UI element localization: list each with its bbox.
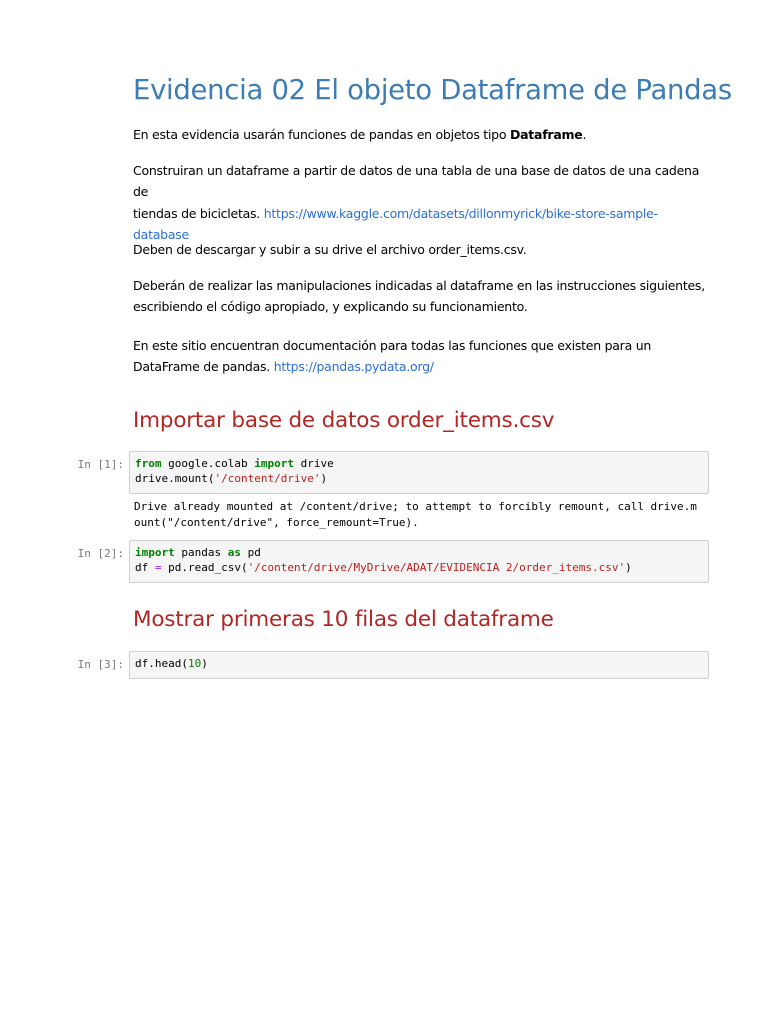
read-csv-close-paren: ): [625, 561, 632, 574]
module-name: google.colab: [161, 457, 255, 470]
pandas-docs-link[interactable]: https://pandas.pydata.org/: [273, 359, 434, 374]
cell-3-prompt: In [3]:: [77, 658, 124, 671]
read-csv-call: pd.read_csv(: [161, 561, 248, 574]
intro-paragraph-1: [133, 124, 713, 145]
dataframe-bold: Dataframe: [510, 127, 583, 142]
assign-operator: =: [154, 561, 162, 574]
section-heading-head: Mostrar primeras 10 filas del dataframe: [133, 607, 554, 632]
p2-line-2: tiendas de bicicletas.: [133, 206, 264, 221]
keyword-from: from: [135, 457, 162, 470]
p5-line-1: En este sitio encuentran documentación para todas las funciones que existen para un: [133, 338, 652, 353]
section-heading-import: Importar base de datos order_items.csv: [133, 408, 555, 433]
keyword-import: import: [254, 457, 294, 470]
kaggle-link[interactable]: https://www.kaggle.com/datasets/dillonmyrick/bike-store-sample-: [263, 206, 658, 221]
kaggle-link-continued[interactable]: database: [133, 227, 189, 242]
intro-text: En esta evidencia usarán funciones de pandas en objetos tipo: [133, 127, 510, 142]
output-line-2: ount("/content/drive", force_remount=True).: [134, 516, 419, 529]
keyword-import: import: [135, 546, 175, 559]
intro-paragraph-2: [133, 160, 713, 245]
intro-period: .: [582, 127, 587, 142]
cell-1-prompt: In [1]:: [77, 458, 124, 471]
code-cell-2[interactable]: [129, 540, 709, 583]
intro-paragraph-5: [133, 335, 713, 377]
module-name: pandas: [174, 546, 228, 559]
keyword-as: as: [227, 546, 241, 559]
output-line-1: Drive already mounted at /content/drive; to attempt to forcibly remount, call drive.m: [134, 500, 697, 513]
head-count-number: 10: [187, 657, 202, 670]
df-variable: df: [135, 561, 155, 574]
page-title: Evidencia 02 El objeto Dataframe de Pandas: [133, 74, 732, 106]
p4-line-2: escribiendo el código apropiado, y explicando su funcionamiento.: [133, 299, 528, 314]
csv-path-string: '/content/drive/MyDrive/ADAT/EVIDENCIA 2/order_items.csv': [247, 561, 626, 574]
cell-2-prompt: In [2]:: [77, 547, 124, 560]
cell-1-output: [134, 499, 714, 531]
mount-call: drive.mount(: [135, 472, 215, 485]
head-call: df.head(: [135, 657, 188, 670]
head-close-paren: ): [201, 657, 208, 670]
p2-line-1: Construiran un dataframe a partir de datos de una tabla de una base de datos de una cadena de: [133, 163, 700, 199]
alias-name: pd: [240, 546, 261, 559]
p4-line-1: Deberán de realizar las manipulaciones indicadas al dataframe en las instrucciones siguientes,: [133, 278, 705, 293]
intro-paragraph-3: Deben de descargar y subir a su drive el archivo order_items.csv.: [133, 242, 527, 257]
p5-line-2: DataFrame de pandas.: [133, 359, 274, 374]
mount-close-paren: ): [320, 472, 328, 485]
code-cell-1[interactable]: [129, 451, 709, 494]
intro-paragraph-4: [133, 275, 713, 317]
mount-path-string: '/content/drive': [214, 472, 321, 485]
import-name: drive: [293, 457, 334, 470]
code-cell-3[interactable]: [129, 651, 709, 679]
